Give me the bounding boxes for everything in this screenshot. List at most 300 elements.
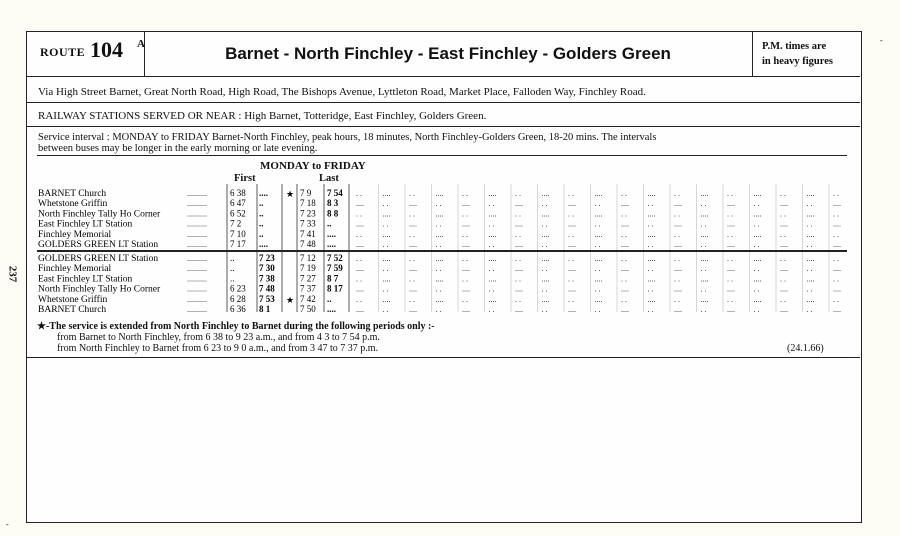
leader-dots: .......... xyxy=(187,199,207,209)
blank-time-dots: . . xyxy=(435,199,442,209)
blank-time-dots: . . xyxy=(700,284,707,294)
blank-time-dots: .... xyxy=(594,209,603,219)
blank-time-dots: . . xyxy=(515,229,521,239)
service-interval-line-1: Service interval : MONDAY to FRIDAY Barnet-North Finchley, peak hours, 18 minutes, North Finchley-Golders Green, 18-20 mins. The intervals xyxy=(38,132,657,143)
route-title: Barnet - North Finchley - East Finchley - Golders Green xyxy=(225,44,671,63)
blank-time-dots: . . xyxy=(382,264,389,274)
blank-time-dots: . . xyxy=(674,274,680,284)
blank-time-dots: .... xyxy=(409,199,417,209)
blank-time-dots: . . xyxy=(727,274,733,284)
blank-time-dots: .... xyxy=(674,199,682,209)
blank-time-dots: .... xyxy=(435,189,444,198)
blank-time-dots: .... xyxy=(568,240,576,249)
blank-time-dots: .... xyxy=(806,254,815,263)
blank-time-dots: . . xyxy=(356,294,362,304)
s2-last-time: 7 59 xyxy=(327,263,343,274)
blank-time-dots: . . xyxy=(780,294,786,304)
s2-first-time: 6 23 xyxy=(230,283,246,294)
s1-first-time: 7 10 xyxy=(230,228,246,239)
blank-time-dots: . . xyxy=(382,240,389,249)
blank-time-dots: .... xyxy=(674,284,682,294)
blank-time-dots: .... xyxy=(727,240,735,249)
leader-dots: .......... xyxy=(187,294,207,304)
blank-time-dots: .... xyxy=(621,264,629,274)
blank-time-dots: . . xyxy=(515,209,521,219)
blank-time-dots: .... xyxy=(356,219,364,229)
footnote-line-2: from Barnet to North Finchley, from 6 38 to 9 23 a.m., and from 4 3 to 7 54 p.m. xyxy=(57,332,380,343)
blank-time-dots: .... xyxy=(621,219,629,229)
s2-last-time: 7 37 xyxy=(300,283,316,294)
blank-time-dots: . . xyxy=(621,294,627,304)
blank-time-dots: .... xyxy=(700,189,709,198)
star-marker: ★ xyxy=(286,189,295,199)
s1-last-time: .... xyxy=(327,228,336,239)
leader-dots: .......... xyxy=(187,305,207,314)
s1-stop-name: North Finchley Tally Ho Corner xyxy=(38,209,161,220)
blank-time-dots: . . xyxy=(382,199,389,209)
blank-time-dots: .... xyxy=(462,284,470,294)
blank-time-dots: .... xyxy=(488,229,497,239)
blank-time-dots: . . xyxy=(780,229,786,239)
blank-time-dots: . . xyxy=(700,199,707,209)
blank-time-dots: . . xyxy=(515,254,521,263)
blank-time-dots: . . xyxy=(833,294,839,304)
speck: - xyxy=(6,520,9,529)
blank-time-dots: .... xyxy=(674,219,682,229)
s1-first-time: .. xyxy=(259,218,264,229)
blank-time-dots: .... xyxy=(674,264,682,274)
blank-time-dots: .... xyxy=(753,209,762,219)
s2-stop-name: Whetstone Griffin xyxy=(38,294,108,305)
blank-time-dots: .... xyxy=(488,209,497,219)
blank-time-dots: . . xyxy=(462,229,468,239)
blank-time-dots: . . xyxy=(833,254,839,263)
s1-last-time: .. xyxy=(327,218,332,229)
blank-time-dots: .... xyxy=(515,240,523,249)
blank-time-dots: . . xyxy=(409,189,415,198)
blank-time-dots: .... xyxy=(753,229,762,239)
blank-time-dots: . . xyxy=(727,254,733,263)
blank-time-dots: . . xyxy=(435,240,442,249)
blank-time-dots: .... xyxy=(541,254,550,263)
speck: - xyxy=(880,36,883,45)
blank-time-dots: . . xyxy=(435,219,442,229)
s1-last-time: 8 3 xyxy=(327,198,339,209)
blank-time-dots: .... xyxy=(833,219,841,229)
blank-time-dots: .... xyxy=(780,284,788,294)
blank-time-dots: . . xyxy=(488,305,495,314)
blank-time-dots: .... xyxy=(462,219,470,229)
blank-time-dots: . . xyxy=(674,294,680,304)
blank-time-dots: . . xyxy=(488,284,495,294)
blank-time-dots: .... xyxy=(515,305,523,314)
blank-time-dots: .... xyxy=(833,264,841,274)
blank-time-dots: . . xyxy=(594,284,601,294)
s2-first-time: 7 48 xyxy=(259,283,275,294)
blank-time-dots: . . xyxy=(409,294,415,304)
blank-time-dots: .... xyxy=(833,240,841,249)
blank-time-dots: .... xyxy=(727,284,735,294)
blank-time-dots: . . xyxy=(541,284,548,294)
blank-time-dots: . . xyxy=(435,284,442,294)
blank-time-dots: .... xyxy=(488,294,497,304)
blank-time-dots: .... xyxy=(594,254,603,263)
s2-last-time: 7 12 xyxy=(300,253,316,263)
blank-time-dots: .... xyxy=(382,209,391,219)
blank-time-dots: .... xyxy=(833,284,841,294)
blank-time-dots: . . xyxy=(356,229,362,239)
s1-first-time: 7 2 xyxy=(230,218,242,229)
blank-time-dots: . . xyxy=(753,219,760,229)
leader-dots: .......... xyxy=(187,264,207,274)
blank-time-dots: .... xyxy=(541,229,550,239)
blank-time-dots: .... xyxy=(727,199,735,209)
blank-time-dots: .... xyxy=(515,284,523,294)
blank-time-dots: .... xyxy=(674,240,682,249)
s1-first-time: .. xyxy=(259,198,264,209)
s2-first-time: 6 28 xyxy=(230,293,246,304)
s1-last-time: 8 8 xyxy=(327,208,339,219)
pm-note-line-1: P.M. times are xyxy=(762,41,827,52)
blank-time-dots: .... xyxy=(594,229,603,239)
blank-time-dots: . . xyxy=(674,209,680,219)
s2-first-time: 6 36 xyxy=(230,304,246,314)
blank-time-dots: .... xyxy=(700,294,709,304)
blank-time-dots: . . xyxy=(700,264,707,274)
blank-time-dots: .... xyxy=(621,240,629,249)
route-number: 104 xyxy=(90,37,123,62)
blank-time-dots: .... xyxy=(594,189,603,198)
blank-time-dots: . . xyxy=(806,199,813,209)
s1-first-time: 7 17 xyxy=(230,239,246,249)
blank-time-dots: .... xyxy=(382,294,391,304)
s2-first-time: 7 38 xyxy=(259,273,275,284)
blank-time-dots: .... xyxy=(382,229,391,239)
blank-time-dots: .... xyxy=(647,274,656,284)
s1-first-time: 6 52 xyxy=(230,208,246,219)
s2-last-time: 7 42 xyxy=(300,293,316,304)
blank-time-dots: .... xyxy=(568,219,576,229)
railway-stations-text: RAILWAY STATIONS SERVED OR NEAR : High Barnet, Totteridge, East Finchley, Golders Green. xyxy=(38,110,487,122)
blank-time-dots: . . xyxy=(594,219,601,229)
blank-time-dots: . . xyxy=(806,264,813,274)
timetable-grid xyxy=(27,32,861,332)
blank-time-dots: . . xyxy=(727,209,733,219)
blank-time-dots: .... xyxy=(700,229,709,239)
blank-time-dots: . . xyxy=(621,274,627,284)
blank-time-dots: . . xyxy=(568,294,574,304)
blank-time-dots: .... xyxy=(382,254,391,263)
blank-time-dots: . . xyxy=(568,209,574,219)
blank-time-dots: . . xyxy=(409,274,415,284)
blank-time-dots: . . xyxy=(753,199,760,209)
leader-dots: .......... xyxy=(187,240,207,249)
blank-time-dots: .... xyxy=(806,229,815,239)
s1-stop-name: GOLDERS GREEN LT Station xyxy=(38,240,159,250)
blank-time-dots: . . xyxy=(462,254,468,263)
blank-time-dots: . . xyxy=(700,240,707,249)
s2-first-time: .. xyxy=(230,273,235,284)
s1-last-time: 7 18 xyxy=(300,198,316,209)
blank-time-dots: . . xyxy=(621,209,627,219)
blank-time-dots: .... xyxy=(515,219,523,229)
blank-time-dots: . . xyxy=(488,240,495,249)
leader-dots: .......... xyxy=(187,254,207,263)
footnote-date: (24.1.66) xyxy=(787,343,824,354)
blank-time-dots: . . xyxy=(515,294,521,304)
s1-first-time: 6 47 xyxy=(230,198,246,209)
blank-time-dots: . . xyxy=(568,274,574,284)
blank-time-dots: .... xyxy=(435,209,444,219)
s2-stop-name: Finchley Memorial xyxy=(38,264,112,275)
blank-time-dots: . . xyxy=(700,219,707,229)
s2-first-time: .. xyxy=(230,263,235,274)
blank-time-dots: .... xyxy=(541,189,550,198)
blank-time-dots: . . xyxy=(806,240,813,249)
blank-time-dots: .... xyxy=(833,305,841,314)
blank-time-dots: . . xyxy=(488,264,495,274)
blank-time-dots: . . xyxy=(382,284,389,294)
blank-time-dots: .... xyxy=(541,209,550,219)
blank-time-dots: . . xyxy=(674,189,680,198)
blank-time-dots: .... xyxy=(515,199,523,209)
blank-time-dots: .... xyxy=(435,254,444,263)
blank-time-dots: .... xyxy=(356,240,364,249)
blank-time-dots: . . xyxy=(409,254,415,263)
blank-time-dots: .... xyxy=(409,264,417,274)
blank-time-dots: .... xyxy=(462,240,470,249)
blank-time-dots: .... xyxy=(806,294,815,304)
blank-time-dots: . . xyxy=(541,199,548,209)
blank-time-dots: .... xyxy=(568,264,576,274)
timetable-sheet xyxy=(26,31,862,523)
blank-time-dots: . . xyxy=(647,199,654,209)
blank-time-dots: .... xyxy=(356,199,364,209)
s1-last-time: 7 54 xyxy=(327,188,343,198)
blank-time-dots: . . xyxy=(727,229,733,239)
blank-time-dots: .... xyxy=(356,264,364,274)
s2-last-time: 7 50 xyxy=(300,304,316,314)
blank-time-dots: . . xyxy=(594,240,601,249)
blank-time-dots: .... xyxy=(462,199,470,209)
footnote-line-1: ★-The service is extended from North Finchley to Barnet during the following periods only :- xyxy=(37,321,435,332)
blank-time-dots: . . xyxy=(780,209,786,219)
blank-time-dots: .... xyxy=(488,254,497,263)
s1-last-time: .... xyxy=(327,239,336,249)
blank-time-dots: .... xyxy=(515,264,523,274)
blank-time-dots: .... xyxy=(727,219,735,229)
blank-time-dots: .... xyxy=(435,294,444,304)
blank-time-dots: .... xyxy=(409,305,417,314)
leader-dots: .......... xyxy=(187,284,207,294)
blank-time-dots: . . xyxy=(541,305,548,314)
blank-time-dots: .... xyxy=(753,294,762,304)
blank-time-dots: . . xyxy=(356,209,362,219)
blank-time-dots: . . xyxy=(753,264,760,274)
blank-time-dots: .... xyxy=(806,274,815,284)
blank-time-dots: . . xyxy=(621,189,627,198)
s2-stop-name: North Finchley Tally Ho Corner xyxy=(38,284,161,295)
blank-time-dots: .... xyxy=(780,305,788,314)
blank-time-dots: . . xyxy=(515,189,521,198)
route-label: ROUTE xyxy=(40,45,86,59)
s2-first-time: 7 53 xyxy=(259,293,275,304)
blank-time-dots: . . xyxy=(753,284,760,294)
blank-time-dots: . . xyxy=(647,264,654,274)
s2-stop-name: GOLDERS GREEN LT Station xyxy=(38,254,159,264)
blank-time-dots: .... xyxy=(568,305,576,314)
blank-time-dots: .... xyxy=(541,274,550,284)
blank-time-dots: . . xyxy=(356,189,362,198)
blank-time-dots: . . xyxy=(753,240,760,249)
blank-time-dots: .... xyxy=(647,229,656,239)
leader-dots: .......... xyxy=(187,209,207,219)
blank-time-dots: .... xyxy=(409,240,417,249)
pm-note-line-2: in heavy figures xyxy=(762,56,833,67)
blank-time-dots: .... xyxy=(621,199,629,209)
blank-time-dots: . . xyxy=(780,274,786,284)
blank-time-dots: .... xyxy=(594,294,603,304)
s2-stop-name: East Finchley LT Station xyxy=(38,274,133,285)
s2-last-time: 8 17 xyxy=(327,283,343,294)
blank-time-dots: . . xyxy=(462,189,468,198)
s2-last-time: .. xyxy=(327,293,332,304)
blank-time-dots: .... xyxy=(594,274,603,284)
blank-time-dots: . . xyxy=(541,240,548,249)
blank-time-dots: . . xyxy=(382,219,389,229)
blank-time-dots: . . xyxy=(462,274,468,284)
blank-time-dots: .... xyxy=(382,189,391,198)
blank-time-dots: . . xyxy=(382,305,389,314)
blank-time-dots: .... xyxy=(780,219,788,229)
blank-time-dots: . . xyxy=(700,305,707,314)
blank-time-dots: .... xyxy=(382,274,391,284)
blank-time-dots: .... xyxy=(541,294,550,304)
blank-time-dots: . . xyxy=(568,254,574,263)
s1-last-time: 7 41 xyxy=(300,228,316,239)
blank-time-dots: . . xyxy=(594,305,601,314)
route-suffix: A xyxy=(137,38,145,50)
s2-first-time: 7 23 xyxy=(259,253,275,263)
blank-time-dots: .... xyxy=(409,219,417,229)
blank-time-dots: . . xyxy=(462,209,468,219)
blank-time-dots: . . xyxy=(488,219,495,229)
blank-time-dots: . . xyxy=(488,199,495,209)
blank-time-dots: .... xyxy=(435,229,444,239)
s2-last-time: 7 19 xyxy=(300,263,316,274)
s1-first-time: .. xyxy=(259,208,264,219)
blank-time-dots: . . xyxy=(541,264,548,274)
blank-time-dots: .... xyxy=(700,254,709,263)
blank-time-dots: .... xyxy=(700,274,709,284)
blank-time-dots: .... xyxy=(780,240,788,249)
blank-time-dots: . . xyxy=(568,189,574,198)
s1-stop-name: Whetstone Griffin xyxy=(38,199,108,210)
blank-time-dots: . . xyxy=(674,254,680,263)
blank-time-dots: .... xyxy=(621,284,629,294)
s2-first-time: .. xyxy=(230,253,235,263)
blank-time-dots: . . xyxy=(833,189,839,198)
blank-time-dots: .... xyxy=(488,274,497,284)
blank-time-dots: . . xyxy=(462,294,468,304)
blank-time-dots: . . xyxy=(621,254,627,263)
blank-time-dots: .... xyxy=(435,274,444,284)
blank-time-dots: .... xyxy=(806,189,815,198)
blank-time-dots: . . xyxy=(780,254,786,263)
blank-time-dots: .... xyxy=(488,189,497,198)
blank-time-dots: . . xyxy=(409,209,415,219)
blank-time-dots: .... xyxy=(674,305,682,314)
page-number: 237 xyxy=(6,265,19,283)
blank-time-dots: .... xyxy=(753,254,762,263)
footnote-line-3: from North Finchley to Barnet from 6 23 to 9 0 a.m., and from 3 47 to 7 37 p.m. xyxy=(57,343,379,354)
s1-first-time: .. xyxy=(259,228,264,239)
blank-time-dots: .... xyxy=(753,274,762,284)
blank-time-dots: .... xyxy=(409,284,417,294)
s1-first-time: .... xyxy=(259,239,268,249)
s2-last-time: 7 52 xyxy=(327,253,343,263)
blank-time-dots: .... xyxy=(647,254,656,263)
leader-dots: .......... xyxy=(187,274,207,284)
blank-time-dots: .... xyxy=(647,294,656,304)
s1-stop-name: BARNET Church xyxy=(38,189,107,199)
blank-time-dots: . . xyxy=(409,229,415,239)
s2-last-time: 8 7 xyxy=(327,273,339,284)
s2-last-time: 7 27 xyxy=(300,273,316,284)
blank-time-dots: . . xyxy=(647,284,654,294)
leader-dots: .......... xyxy=(187,189,207,198)
blank-time-dots: . . xyxy=(356,254,362,263)
blank-time-dots: .... xyxy=(833,199,841,209)
blank-time-dots: . . xyxy=(356,274,362,284)
blank-time-dots: . . xyxy=(594,264,601,274)
blank-time-dots: .... xyxy=(780,264,788,274)
blank-time-dots: . . xyxy=(806,305,813,314)
blank-time-dots: .... xyxy=(647,209,656,219)
blank-time-dots: .... xyxy=(727,305,735,314)
s1-last-time: 7 9 xyxy=(300,188,312,198)
blank-time-dots: . . xyxy=(647,305,654,314)
blank-time-dots: . . xyxy=(541,219,548,229)
blank-time-dots: . . xyxy=(674,229,680,239)
blank-time-dots: .... xyxy=(568,199,576,209)
blank-time-dots: .... xyxy=(647,189,656,198)
blank-time-dots: .... xyxy=(621,305,629,314)
blank-time-dots: . . xyxy=(833,209,839,219)
blank-time-dots: .... xyxy=(356,284,364,294)
day-heading: MONDAY to FRIDAY xyxy=(260,160,366,172)
s2-first-time: 7 30 xyxy=(259,263,275,274)
blank-time-dots: .... xyxy=(727,264,735,274)
blank-time-dots: . . xyxy=(515,274,521,284)
blank-time-dots: . . xyxy=(727,294,733,304)
blank-time-dots: . . xyxy=(833,229,839,239)
s1-last-time: 7 33 xyxy=(300,218,316,229)
s2-first-time: 8 1 xyxy=(259,304,271,314)
blank-time-dots: . . xyxy=(727,189,733,198)
blank-time-dots: . . xyxy=(621,229,627,239)
blank-time-dots: . . xyxy=(806,284,813,294)
blank-time-dots: .... xyxy=(700,209,709,219)
blank-time-dots: .... xyxy=(462,305,470,314)
s1-first-time: 6 38 xyxy=(230,188,246,198)
blank-time-dots: . . xyxy=(568,229,574,239)
blank-time-dots: . . xyxy=(435,264,442,274)
blank-time-dots: . . xyxy=(806,219,813,229)
leader-dots: .......... xyxy=(187,229,207,239)
blank-time-dots: . . xyxy=(647,219,654,229)
s2-last-time: .... xyxy=(327,304,336,314)
